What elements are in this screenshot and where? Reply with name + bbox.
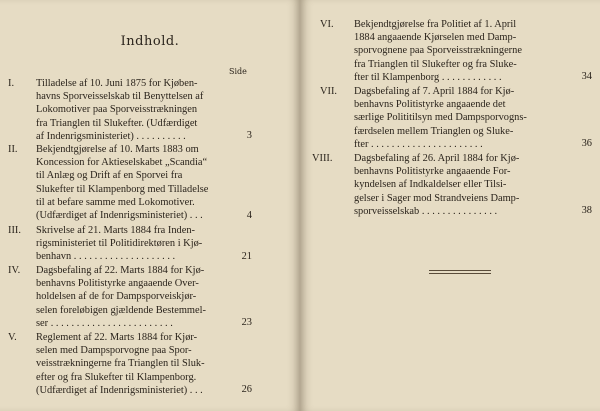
toc-entry-1 <box>8 77 252 143</box>
entry-title: Reglement af 22. Marts 1884 for Kjør- selen med Dampsporvogne paa Spor- veisstrækningerne fra Trianglen til Sluk- efter og fra Slukefter til Klampenborg. (Udfærdiget af Indenrigsministeriet) . . . <box>36 332 205 396</box>
entry-page: 21 <box>241 251 252 262</box>
entry-number: VIII. <box>312 153 333 164</box>
page-heading: Indhold. <box>120 34 180 49</box>
entry-page: 38 <box>581 205 592 216</box>
right-page <box>300 0 600 411</box>
entry-page: 23 <box>241 317 252 328</box>
entry-page: 4 <box>246 210 252 221</box>
toc-entry-8 <box>308 152 592 218</box>
entry-page: 26 <box>241 384 252 395</box>
entry-number: VII. <box>320 86 338 97</box>
entry-page: 3 <box>246 130 252 141</box>
entry-number: III. <box>8 225 21 236</box>
toc-entry-4 <box>8 264 252 330</box>
entry-title: Dagsbefaling af 7. April 1884 for Kjø- benhavns Politistyrke angaaende det særlige Polititilsyn med Dampsporvogns- færdselen mellem Trianglen og Sluke- fter . . . . . . . . . . . . . . . . . . . . . . <box>354 86 527 150</box>
entry-number: V. <box>8 332 17 343</box>
entry-title: Dagsbefaling af 26. April 1884 for Kjø- benhavns Politistyrke angaaende For- kyndelsen af Indkaldelser eller Tilsi- gelser i Sager mod Strandveiens Damp- sporveisselskab . . . . . . . . . . . . . . . <box>354 153 520 217</box>
entry-title: Bekjendtgjørelse fra Politiet af 1. April 1884 angaaende Kjørselen med Damp- sporvognene paa Sporveisstrækningerne fra Trianglen til Slukefter og fra Sluke- fter til Klampenborg . . . . . . . . . . . . <box>354 19 522 83</box>
toc-entry-3 <box>8 224 252 264</box>
entry-title: Tilladelse af 10. Juni 1875 for Kjøben- havns Sporveisselskab til Benyttelsen af Lokomotiver paa Sporveisstrækningen fra Trianglen til Slukefter. (Udfærdiget af Indenrigsministeriet) . . . . . . . . . . <box>36 78 204 142</box>
toc-entry-6 <box>308 18 592 84</box>
closing-double-rule <box>429 270 491 274</box>
entry-number: VI. <box>320 19 334 30</box>
entry-title: Dagsbefaling af 22. Marts 1884 for Kjø- benhavns Politistyrke angaaende Over- holdelsen af de for Dampsporveiskjør- selen foreløbigen gjældende Bestemmel- ser . . . . . . . . . . . . . . . . . . . . . . . . <box>36 265 206 329</box>
toc-entry-5 <box>8 331 252 397</box>
toc-entry-7 <box>308 85 592 151</box>
entry-number: I. <box>8 78 15 89</box>
side-column-label: Side <box>229 67 247 76</box>
entry-page: 36 <box>581 138 592 149</box>
entry-number: IV. <box>8 265 21 276</box>
entry-number: II. <box>8 144 18 155</box>
entry-title: Skrivelse af 21. Marts 1884 fra Inden- rigsministeriet til Politidirektøren i Kjø- benhavn . . . . . . . . . . . . . . . . . . . . <box>36 225 203 263</box>
entry-page: 34 <box>581 71 592 82</box>
toc-entry-2 <box>8 143 252 223</box>
entry-title: Bekjendtgjørelse af 10. Marts 1883 om Koncession for Aktieselskabet „Scandia“ til Anlæg og Drift af en Sporvei fra Slukefter til Klampenborg med Tilladelse til at befare samme med Lokomotiver. (Udfærdiget af Indenrigsministeriet) . . . <box>36 144 209 222</box>
